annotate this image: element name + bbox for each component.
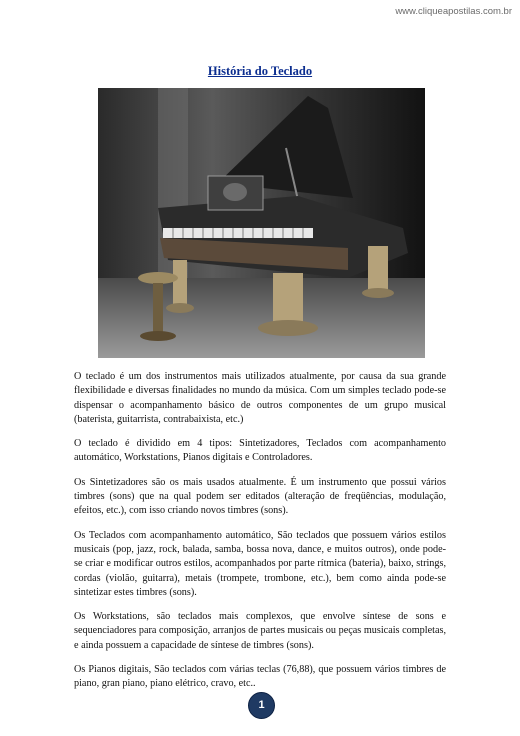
paragraph: O teclado é dividido em 4 tipos: Sintetizadores, Teclados com acompanhamento automático, Workstations, Pianos digitais e Controladores. [74,438,446,464]
paragraph: Os Workstations, são teclados mais complexos, que envolve síntese de sons e sequenciadores para composição, arranjos de partes musicais ou peças musicais completas, e ainda possuem a capacidade de síntese de timbres (sons). [74,611,446,651]
document-title: História do Teclado [207,64,313,78]
paragraph: Os Pianos digitais, São teclados com várias teclas (76,88), que possuem vários timbres de piano, gran piano, piano elétrico, cravo, etc.. [74,664,446,690]
paragraph: Os Sintetizadores são os mais usados atualmente. É um instrumento que possui vários timbres (sons) que na qual podem ser editados (alteração de freqüências, modulação, efeitos, etc.), com isso criando novos timbres (sons). [74,476,446,517]
paragraph: O teclado é um dos instrumentos mais utilizados atualmente, por causa da sua grande flexibilidade e diversas finalidades no mundo da música. Com um simples teclado pode-se dispensar o acompanhamento básico de outros componentes de um grupo musical (baterista, guitarrista, contrabaixista, etc.) [74,371,446,425]
piano-photo [98,88,425,358]
paragraph: Os Teclados com acompanhamento automático, São teclados que possuem vários estilos musicais (pop, jazz, rock, balada, samba, bossa nova, dance, e muitos outros), onde pode-se criar e modificar outros estilos, acompanhados por parte rítmica (bateria), baixo, strings, cordas (violão, guitarra), metais (trompete, trombone, etc.), bem como ainda pode-se sintetizar estes timbres (sons). [74,529,446,598]
page-number-badge: 1 [248,692,275,719]
site-url: www.cliqueapostilas.com.br [395,6,512,17]
document-body [74,370,446,702]
